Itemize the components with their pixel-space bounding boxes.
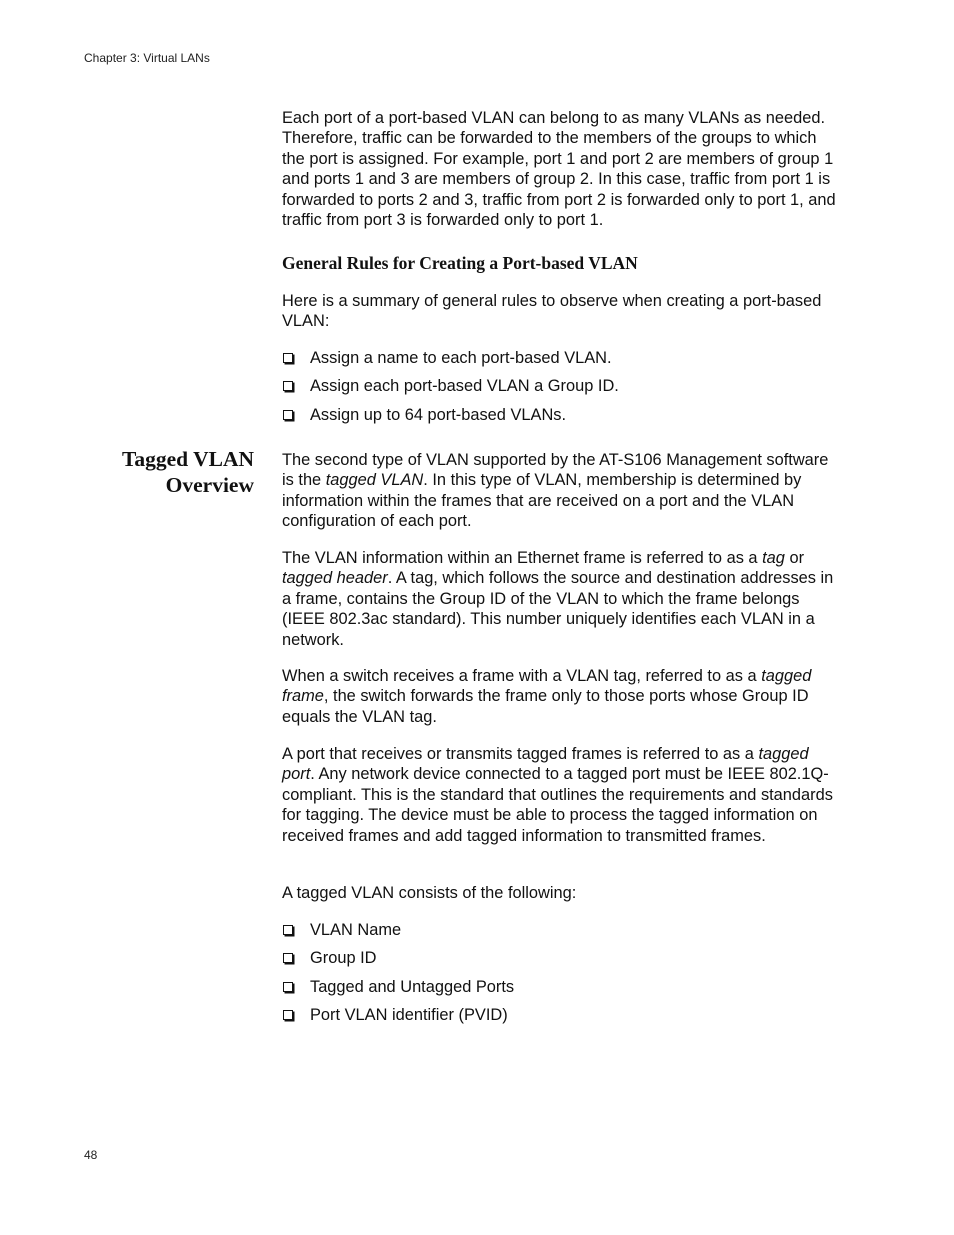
list-item	[282, 920, 514, 948]
checkbox-bullet-icon	[283, 381, 293, 391]
checkbox-bullet-icon	[283, 410, 293, 420]
list-item	[282, 405, 619, 433]
checkbox-bullet-icon	[283, 1010, 293, 1020]
list-item-text: Assign a name to each port-based VLAN.	[310, 349, 612, 367]
list-item-text: Assign up to 64 port-based VLANs.	[310, 405, 567, 424]
text-run: A port that receives or transmits tagged frames is referred to as a	[282, 745, 759, 763]
tagged-paragraph-1	[282, 450, 842, 532]
tagged-vlan-heading-line1: Tagged VLAN	[121, 447, 254, 471]
tagged-paragraph-2	[282, 548, 842, 650]
emphasis-term: tagged header	[282, 569, 388, 588]
text-run: . Any network device connected to a tagged port must be IEEE 802.1Q-compliant. This is the standard that outlines the requirements and standards for tagging. The device must be able to process the tagged information on received frames and add tagged information to transmitted frames.	[282, 765, 833, 845]
text-run: When a switch receives a frame with a VLAN tag, referred to as a	[282, 667, 762, 685]
checkbox-bullet-icon	[283, 925, 293, 935]
list-item-text: Group ID	[310, 949, 377, 968]
tagged-components-list	[282, 920, 514, 1033]
intro-paragraph: Each port of a port-based VLAN can belong to as many VLANs as needed. Therefore, traffic can be forwarded to the members of the groups to which the port is assigned. For example, port 1 and port 2 are members of group 1 and ports 1 and 3 are members of group 2. In this case, traffic from port 1 is forwarded to ports 2 and 3, traffic from port 2 is forwarded only to port 1, and traffic from port 3 is forwarded only to port 1.	[282, 109, 836, 230]
emphasis-term: tagged port	[282, 745, 809, 784]
list-item	[282, 1005, 514, 1033]
text-run: , the switch forwards the frame only to those ports whose Group ID equals the VLAN tag.	[282, 687, 809, 726]
text-run: or	[784, 549, 805, 567]
tagged-paragraph-4	[282, 744, 842, 846]
list-item	[282, 948, 514, 976]
tagged-vlan-heading-line2: Overview	[165, 473, 254, 497]
rules-heading: General Rules for Creating a Port-based VLAN	[282, 253, 638, 273]
text-run: . A tag, which follows the source and destination addresses in a frame, contains the Group ID of the VLAN to which the frame belongs (IEEE 802.3ac standard). This number uniquely identifies each VLAN in a network.	[282, 569, 834, 649]
tagged-p1-block	[282, 450, 842, 532]
list-item	[282, 977, 514, 1005]
rules-intro-block	[282, 291, 842, 332]
emphasis-term: tagged frame	[282, 667, 812, 706]
list-item-text: VLAN Name	[310, 921, 402, 939]
page-number: 48	[84, 1148, 98, 1162]
running-header: Chapter 3: Virtual LANs	[84, 51, 210, 65]
tagged-p2-block	[282, 548, 842, 650]
emphasis-term: tag	[762, 549, 785, 567]
tagged-p3-block	[282, 666, 842, 727]
text-run: The VLAN information within an Ethernet frame is referred to as a	[282, 549, 763, 567]
tagged-paragraph-5: A tagged VLAN consists of the following:	[282, 884, 577, 902]
tagged-p4-block	[282, 744, 842, 846]
tagged-vlan-heading	[90, 446, 254, 498]
list-item	[282, 348, 619, 376]
list-item-text: Assign each port-based VLAN a Group ID.	[310, 377, 619, 396]
checkbox-bullet-icon	[283, 953, 293, 963]
list-item-text: Tagged and Untagged Ports	[310, 977, 515, 996]
text-run: . In this type of VLAN, membership is determined by information within the frames that are received on a port and the VLAN configuration of each port.	[282, 471, 802, 531]
rules-list	[282, 348, 619, 433]
list-item	[282, 376, 619, 404]
checkbox-bullet-icon	[283, 353, 293, 363]
intro-paragraph-block	[282, 108, 842, 230]
emphasis-term: tagged VLAN	[325, 471, 424, 490]
text-run: The second type of VLAN supported by the AT-S106 Management software is the	[282, 451, 829, 490]
tagged-p5-block	[282, 883, 842, 903]
checkbox-bullet-icon	[283, 982, 293, 992]
rules-intro: Here is a summary of general rules to observe when creating a port-based VLAN:	[282, 292, 822, 331]
list-item-text: Port VLAN identifier (PVID)	[310, 1005, 508, 1024]
tagged-paragraph-3	[282, 666, 842, 727]
